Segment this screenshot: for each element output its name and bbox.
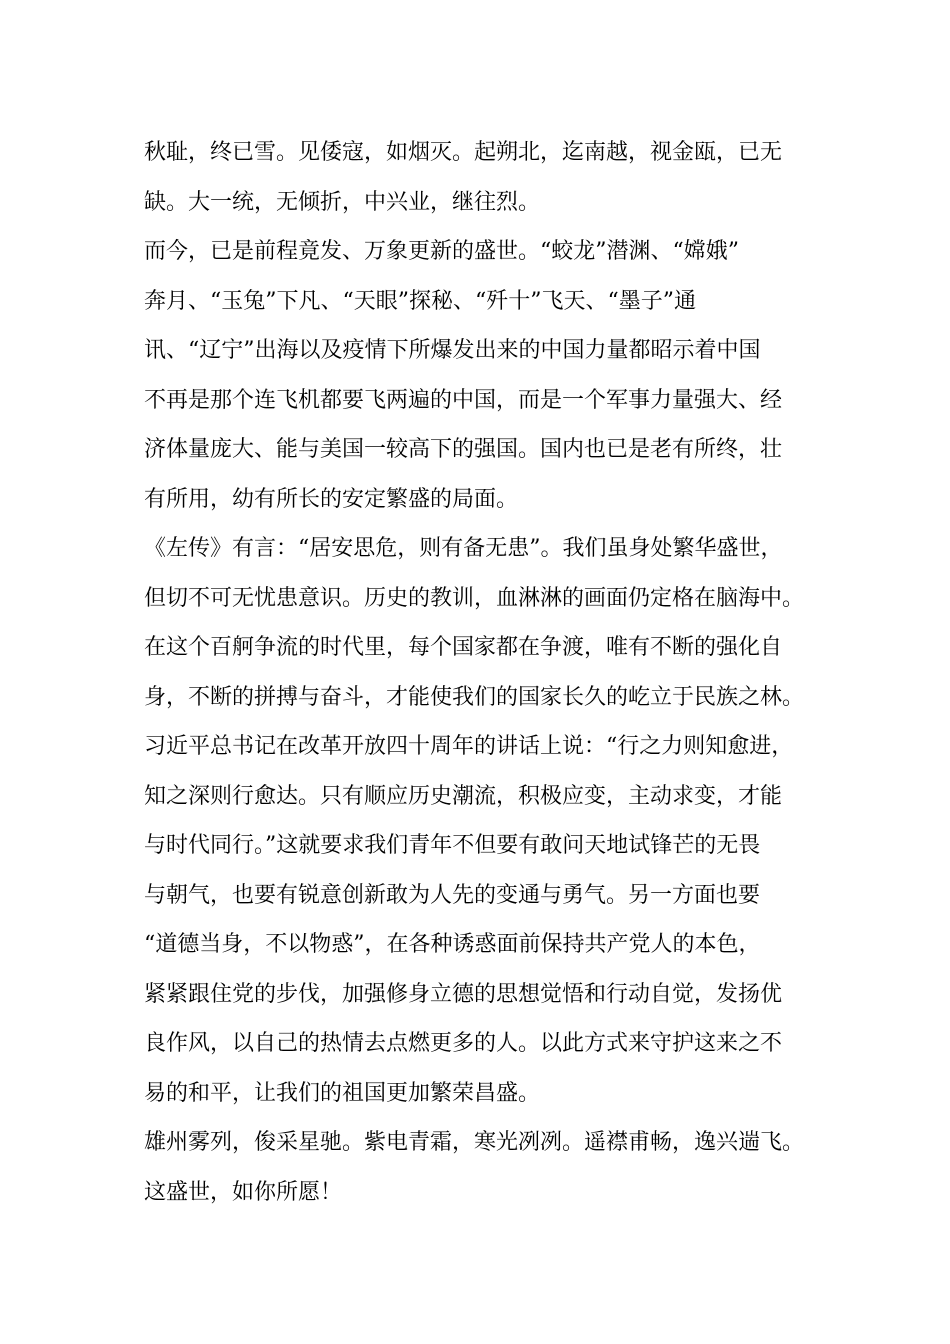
text-line: 雄州雾列，俊采星驰。紫电青霜，寒光冽冽。遥襟甫畅，逸兴遄飞。 xyxy=(144,1130,805,1155)
text-line: 《左传》有言：“居安思危，则有备无患”。我们虽身处繁华盛世， xyxy=(144,536,783,561)
text-line: 易的和平，让我们的祖国更加繁荣昌盛。 xyxy=(144,1080,541,1106)
text-line: 与朝气，也要有锐意创新敢为人先的变通与勇气。另一方面也要 xyxy=(144,882,761,908)
text-line: 这盛世，如你所愿！ xyxy=(144,1179,343,1205)
text-line: 秋耻，终已雪。见倭寇，如烟灭。起朔北，迄南越，视金瓯，已无 xyxy=(144,140,783,165)
text-line: 缺。大一统，无倾折，中兴业，继往烈。 xyxy=(144,189,541,215)
text-line: 知之深则行愈达。只有顺应历史潮流，积极应变，主动求变，才能 xyxy=(144,783,783,809)
text-line: 讯、“辽宁”出海以及疫情下所爆发出来的中国力量都昭示着中国 xyxy=(144,338,761,363)
text-line: 习近平总书记在改革开放四十周年的讲话上说：“行之力则知愈进， xyxy=(144,734,794,759)
text-line: 与时代同行。”这就要求我们青年不但要有敢问天地试锋芒的无畏 xyxy=(144,833,761,858)
text-line: 在这个百舸争流的时代里，每个国家都在争渡，唯有不断的强化自 xyxy=(144,635,783,660)
text-line: 不再是那个连飞机都要飞两遍的中国，而是一个军事力量强大、经 xyxy=(144,387,783,413)
text-line: 而今，已是前程竟发、万象更新的盛世。“蛟龙”潜渊、“嫦娥” xyxy=(144,239,739,264)
text-line: “道德当身，不以物惑”，在各种诱惑面前保持共产党人的本色， xyxy=(144,932,761,957)
text-line: 身，不断的拼搏与奋斗，才能使我们的国家长久的屹立于民族之林。 xyxy=(144,684,805,710)
text-line: 良作风，以自己的热情去点燃更多的人。以此方式来守护这来之不 xyxy=(144,1031,783,1056)
text-line: 但切不可无忧患意识。历史的教训，血淋淋的画面仍定格在脑海中。 xyxy=(144,585,805,611)
text-line: 济体量庞大、能与美国一较高下的强国。国内也已是老有所终，壮 xyxy=(144,437,783,462)
text-line: 有所用，幼有所长的安定繁盛的局面。 xyxy=(144,486,519,512)
essay-text xyxy=(144,128,816,1217)
text-line: 奔月、“玉兔”下凡、“天眼”探秘、“歼十”飞天、“墨子”通 xyxy=(144,288,696,314)
text-line: 紧紧跟住党的步伐，加强修身立德的思想觉悟和行动自觉，发扬优 xyxy=(144,981,783,1007)
